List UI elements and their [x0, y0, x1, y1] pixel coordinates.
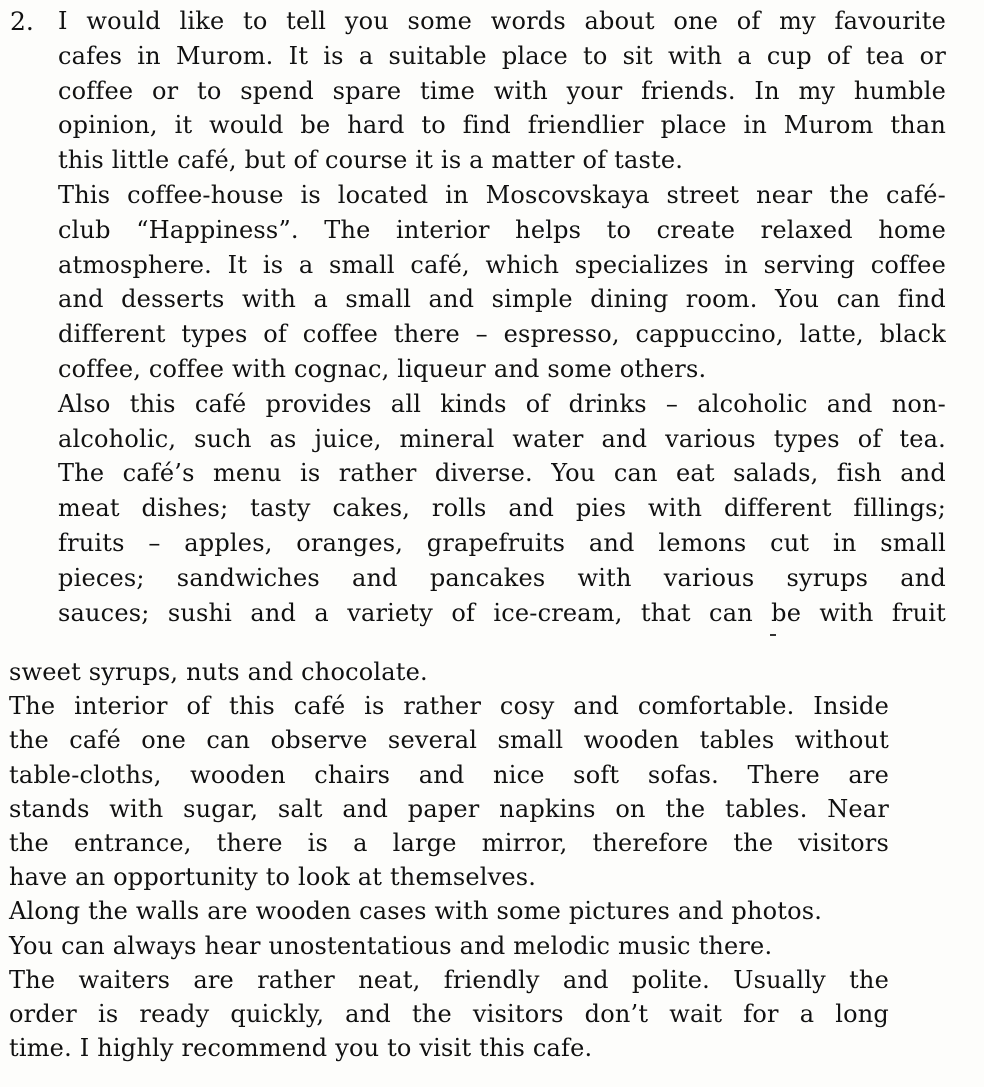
text-line: have an opportunity to look at themselves.	[9, 863, 537, 892]
text-line: different types of coffee there – espresso, cappuccino, latte, black	[58, 320, 946, 349]
text-line: You can always hear unostentatious and melodic music there.	[9, 931, 773, 960]
text-line: the café one can observe several small wooden tables without	[9, 726, 889, 755]
text-line: atmosphere. It is a small café, which specializes in serving coffee	[58, 250, 946, 279]
bottom-paragraphs	[9, 655, 889, 1065]
text-line: cafes in Murom. It is a suitable place to sit with a cup of tea or	[58, 41, 946, 70]
text-line: stands with sugar, salt and paper napkins on the tables. Near	[9, 794, 889, 823]
scan-speck	[770, 634, 776, 636]
text-line: table-cloths, wooden chairs and nice soft sofas. There are	[9, 760, 889, 789]
text-line: and desserts with a small and simple dining room. You can find	[58, 285, 946, 314]
text-line: The café’s menu is rather diverse. You can eat salads, fish and	[58, 459, 946, 488]
text-line: I would like to tell you some words about one of my favourite	[58, 7, 946, 35]
text-line: fruits – apples, oranges, grapefruits and lemons cut in small	[58, 528, 946, 557]
text-line: This coffee-house is located in Moscovskaya street near the café-	[58, 180, 946, 209]
text-line: alcoholic, such as juice, mineral water and various types of tea.	[58, 424, 946, 453]
text-line: sauces; sushi and a variety of ice-cream, that can be with fruit	[58, 598, 946, 627]
text-line: The waiters are rather neat, friendly and polite. Usually the	[9, 965, 889, 994]
text-line: The interior of this café is rather cosy and comfortable. Inside	[9, 692, 889, 721]
text-line: pieces; sandwiches and pancakes with various syrups and	[58, 563, 946, 592]
text-line: sweet syrups, nuts and chocolate.	[9, 658, 428, 686]
text-line: the entrance, there is a large mirror, therefore the visitors	[9, 828, 889, 857]
text-line: Also this café provides all kinds of drinks – alcoholic and non-	[58, 389, 946, 418]
text-line: time. I highly recommend you to visit this cafe.	[9, 1034, 593, 1063]
text-line: this little café, but of course it is a matter of taste.	[58, 146, 684, 175]
text-line: order is ready quickly, and the visitors don’t wait for a long	[9, 999, 889, 1028]
text-line: meat dishes; tasty cakes, rolls and pies with different fillings;	[58, 494, 946, 523]
text-line: Along the walls are wooden cases with some pictures and photos.	[9, 897, 823, 926]
item-number: 2.	[10, 7, 34, 36]
text-line: club “Happiness”. The interior helps to create relaxed home	[58, 215, 946, 244]
text-line: coffee, coffee with cognac, liqueur and some others.	[58, 354, 707, 383]
text-line: opinion, it would be hard to find friendlier place in Murom than	[58, 111, 946, 140]
top-paragraphs	[58, 4, 946, 630]
text-line: coffee or to spend spare time with your friends. In my humble	[58, 76, 946, 105]
